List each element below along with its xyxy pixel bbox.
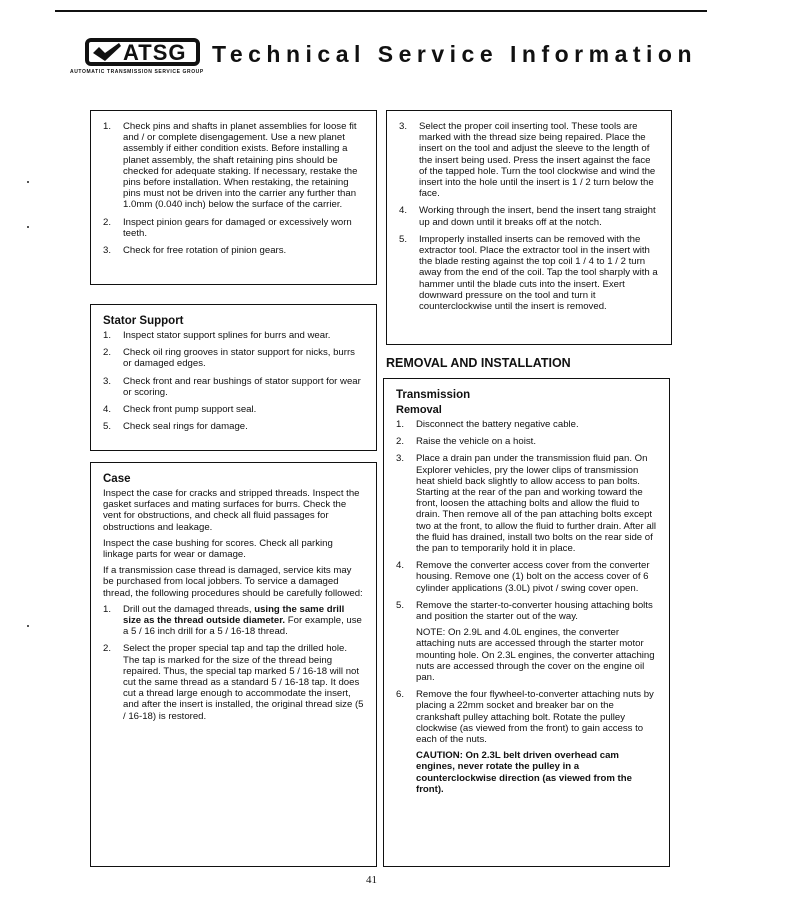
top-rule (55, 10, 707, 12)
case-box (90, 462, 377, 867)
list-item: 6. Remove the four flywheel-to-converter attaching nuts by placing a 22mm socket and breaker bar on the crankshaft pulley attaching bolt. Rotate the pulley clockwise (as viewed from the front) to gain access to each of the nuts. CAUTION: On 2.3L belt driven overhead cam engines, never rotate the pulley in a counterclockwise direction (as viewed from the front). (396, 689, 657, 795)
removal-subtitle: Removal (396, 404, 442, 416)
transmission-removal-box (383, 378, 670, 867)
list-item: 2. Select the proper special tap and tap the drilled hole. The tap is marked for the size of the thread being repaired. Thus, the special tap marked 5 / 16-18 will not cut the same thread as a standard 5 / 16-18 tap. It does cut a thread large enough to accommodate the insert, and after the insert is installed, the original thread size (5 / 16-18) is restored. (103, 643, 364, 722)
atsg-logo (85, 38, 200, 66)
list-item: 3. Check for free rotation of pinion gears. (103, 245, 287, 257)
caution-text: CAUTION: On 2.3L belt driven overhead cam engines, never rotate the pulley in a counterclockwise direction (as viewed from the front). (416, 750, 632, 795)
planet-inspection-box (90, 110, 377, 285)
section-heading: REMOVAL AND INSTALLATION (386, 356, 571, 370)
transmission-title: Transmission (396, 389, 471, 401)
emphasis-text: using the same drill size as the thread outside diameter. (123, 603, 345, 627)
coil-insert-list (399, 121, 659, 312)
checkmark-icon (93, 43, 121, 63)
page-header (70, 33, 698, 83)
list-item: 3. Place a drain pan under the transmission fluid pan. On Explorer vehicles, pry the lower clips of transmission heat shield back slightly to allow access to pan bolts. Starting at the rear of the pan and working toward the front, loosen the attaching bolts and allow the fluid to drain. Then remove all of the pan attaching bolts except two at the front, to allow the fluid to further drain. After all the fluid has drained, install two bolts on the rear side of the pan to temporarily hold it in place. (396, 453, 656, 555)
note-text: NOTE: On 2.9L and 4.0L engines, the converter attaching nuts are accessed through the starter motor mounting hole. On 2.3L engines, the converter attaching nuts are accessed through the cover on the engine oil pan. (416, 627, 655, 684)
list-item: 1. Check pins and shafts in planet assemblies for loose fit and / or complete disengagement. Use a new planet assembly if either condition exists. Before installing a planet assembly, the shaft retaining pins should be checked for adequate staking. If necessary, restake the pins before installation. When restaking, the retaining pins must not be driven into the carrier any further than 1.0mm (0.040 inch) below the surface of the carrier. (103, 121, 358, 211)
logo-arc-text: AUTOMATIC TRANSMISSION SERVICE GROUP (70, 69, 204, 75)
case-title: Case (103, 473, 131, 485)
list-item: 2. Inspect pinion gears for damaged or excessively worn teeth. (103, 216, 352, 239)
case-paragraph: If a transmission case thread is damaged, service kits may be purchased from local jobbers. To service a damaged thread, the following procedures should be carefully followed: (103, 565, 363, 599)
stator-support-title: Stator Support (103, 315, 184, 327)
scan-speck (27, 625, 29, 627)
coil-insert-box (386, 110, 672, 345)
thread-repair-list (103, 604, 364, 722)
list-item: 5. Remove the starter-to-converter housing attaching bolts and position the starter out of the way. NOTE: On 2.9L and 4.0L engines, the converter attaching nuts are accessed through the starter motor mounting hole. On 2.3L engines, the converter attaching nuts are accessed through the cover on the engine oil pan. (396, 600, 657, 683)
list-item: 3. Check front and rear bushings of stator support for wear or scoring. (103, 375, 361, 398)
header-title: Technical Service Information (212, 41, 698, 67)
list-item: 4. Working through the insert, bend the insert tang straight up and down until it breaks off at the notch. (399, 205, 656, 228)
list-item: 3. Select the proper coil inserting tool. These tools are marked with the thread size being repaired. Place the insert on the tool and adjust the sleeve to the length of the insert being used. Press the insert against the face of the tapped hole. Turn the tool clockwise and wind the insert into the hole until the insert is 1 / 2 turn below the face. (399, 121, 656, 200)
logo-text: ATSG (123, 40, 187, 65)
list-item: 2. Raise the vehicle on a hoist. (396, 436, 536, 448)
list-item: 2. Check oil ring grooves in stator support for nicks, burrs or damaged edges. (103, 347, 355, 370)
removal-steps-list (396, 419, 657, 795)
list-item: 1. Inspect stator support splines for burrs and wear. (103, 330, 331, 341)
list-item: 1. Drill out the damaged threads, using the same drill size as the thread outside diameter. For example, use a 5 / 16 inch drill for a 5 / 16-18 thread. (103, 603, 362, 638)
list-item: 4. Remove the converter access cover from the converter housing. Remove one (1) bolt on the access cover of 6 cylinder applications (3.0L) pivot / swing cover open. (396, 560, 650, 594)
list-item: 5. Check seal rings for damage. (103, 421, 248, 433)
stator-support-box (90, 304, 377, 451)
scan-speck (27, 226, 29, 228)
planet-inspection-list (103, 121, 364, 256)
stator-support-list (103, 330, 364, 432)
list-item: 1. Disconnect the battery negative cable. (396, 419, 579, 430)
page-number: 41 (366, 874, 377, 886)
list-item: 4. Check front pump support seal. (103, 404, 257, 416)
case-paragraph: Inspect the case for cracks and stripped threads. Inspect the gasket surfaces and mating surfaces for burrs. Check the vent for obstructions, and check all fluid passages for obstructions and leakage. (103, 488, 360, 533)
scan-speck (27, 181, 29, 183)
case-paragraph: Inspect the case bushing for scores. Check all parking linkage parts for wear or damage. (103, 537, 333, 561)
list-item: 5. Improperly installed inserts can be removed with the extractor tool. Place the extractor tool in the insert with the blade resting against the top coil 1 / 4 to 1 / 2 turn away from the end of the coil. Tap the tool sharply with a hammer until the blade cuts into the insert. Exert downward pressure on the tool and turn it counterclockwise until the insert is removed. (399, 233, 658, 313)
